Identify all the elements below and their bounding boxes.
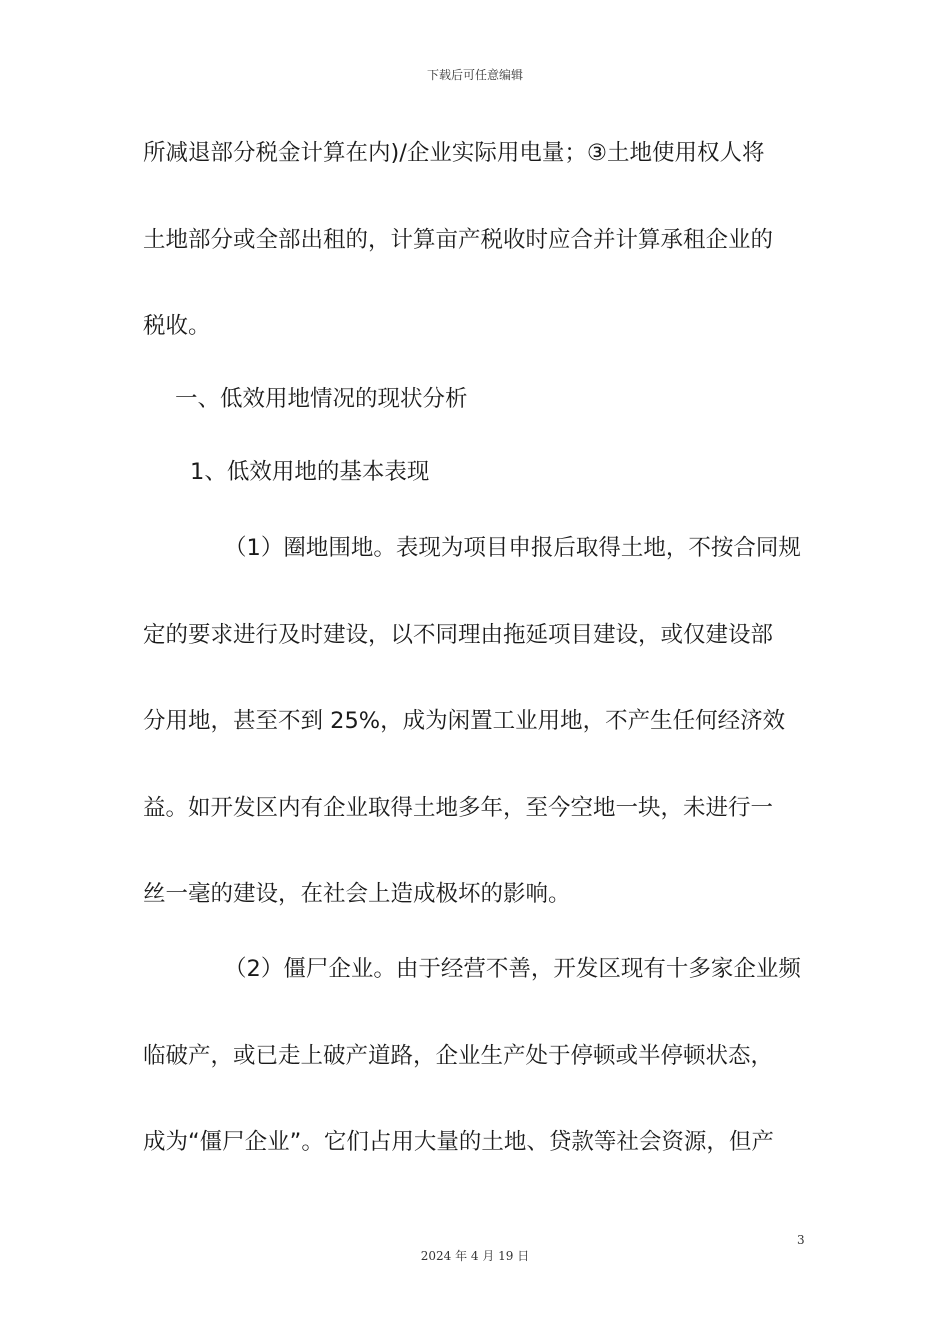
paragraph-2-line-3: 成为“僵尸企业”。它们占用大量的土地、贷款等社会资源，但产 — [143, 1129, 774, 1155]
paragraph-1-line-4: 益。如开发区内有企业取得土地多年，至今空地一块，未进行一 — [143, 795, 774, 821]
body-line-1: 所减退部分税金计算在内)/企业实际用电量；③土地使用权人将 — [143, 140, 765, 166]
paragraph-2-line-1: （2）僵尸企业。由于经营不善，开发区现有十多家企业频 — [224, 956, 801, 982]
paragraph-1-line-1: （1）圈地围地。表现为项目申报后取得土地，不按合同规 — [224, 535, 801, 561]
paragraph-2-line-2: 临破产，或已走上破产道路，企业生产处于停顿或半停顿状态， — [143, 1043, 774, 1069]
header-note: 下载后可任意编辑 — [426, 68, 523, 82]
body-line-2: 土地部分或全部出租的，计算亩产税收时应合并计算承租企业的 — [143, 227, 774, 253]
section-heading: 一、低效用地情况的现状分析 — [175, 386, 468, 412]
footer-date: 2024 年 4 月 19 日 — [420, 1249, 530, 1263]
subsection-heading: 1、低效用地的基本表现 — [190, 459, 430, 485]
paragraph-1-line-5: 丝一毫的建设，在社会上造成极坏的影响。 — [143, 881, 571, 907]
page-number: 3 — [797, 1233, 805, 1247]
body-line-3: 税收。 — [143, 313, 211, 339]
paragraph-1-line-2: 定的要求进行及时建设，以不同理由拖延项目建设，或仅建设部 — [143, 622, 774, 648]
paragraph-1-line-3: 分用地，甚至不到 25%，成为闲置工业用地，不产生任何经济效 — [143, 708, 786, 734]
